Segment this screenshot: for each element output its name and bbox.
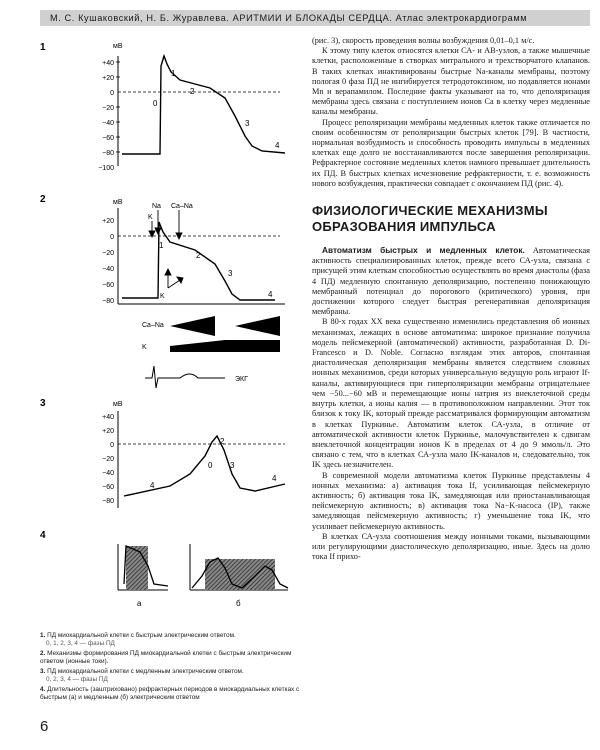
caption-1 (40, 632, 305, 648)
paragraph-7: В клетках СА-узла соотношения между ионными токами, вызывающими или регулирующими диастолическую деполяризацию, иные. Здесь на долю тока If прихо- (312, 531, 590, 562)
action-potential-slow (124, 436, 285, 496)
tick-1-2: 0 (110, 90, 114, 97)
tick-3-1: +20 (102, 428, 114, 435)
phase-label-2-1: 1 (159, 241, 164, 250)
page-number: 6 (40, 718, 49, 735)
tick-3-3: −20 (102, 456, 114, 463)
tick-1-6: −80 (102, 150, 114, 157)
unit-label-2: мВ (113, 199, 123, 206)
tick-2-5: −80 (102, 298, 114, 305)
caption-4-text: Длительность (заштриховано) рефрактерных периодов в миокардиальных клетках с быстрым (а) и медленным (б) электрическим ответом (40, 686, 300, 701)
fig-number-4: 4 (40, 530, 46, 541)
sub-label-b: б (236, 599, 241, 608)
caption-2-num: 2. (40, 650, 46, 657)
caption-4 (40, 686, 305, 702)
tick-3-2: 0 (110, 442, 114, 449)
tick-2-1: 0 (110, 234, 114, 241)
caption-3 (40, 668, 305, 684)
unit-label-1: мВ (113, 43, 123, 50)
phase-label-3-4a: 4 (150, 481, 155, 490)
caption-1-text: ПД миокардиальной клетки с быстрым электрическим ответом. (47, 632, 236, 639)
bar-cana-1 (170, 316, 215, 336)
caption-3-num: 3. (40, 668, 46, 675)
tick-2-2: −20 (102, 250, 114, 257)
right-column-text (312, 36, 590, 562)
figure-svg (40, 36, 302, 616)
figure-panel (40, 36, 302, 616)
tick-1-3: −20 (102, 105, 114, 112)
action-potential-currents (122, 222, 275, 300)
phase-label-3-2: 2 (220, 437, 225, 446)
paragraph-4 (312, 245, 590, 317)
phase-label-2-2: 2 (196, 251, 201, 260)
tick-1-5: −60 (102, 135, 114, 142)
panel-2 (102, 199, 285, 388)
phase-label-3-3: 3 (230, 461, 235, 470)
caption-1-sub: 0, 1, 2, 3, 4 — фазы ПД (46, 640, 115, 647)
paragraph-4-body: Автоматическая активность специализированных клеток, прежде всего СА-узла, связана с присущей этим клеткам способностью осуществлять во время диастолы (фаза 4 ПД) медленную спонтанную деполяризацию, постепенно понижающую мембранный потенциал до порогового (критического) уровня, при достижении которого следует быстрая регенеративная деполяризация мембраны. (312, 246, 590, 317)
phase-label-1-0: 0 (153, 99, 158, 108)
fig-number-1: 1 (40, 42, 46, 53)
tick-3-5: −60 (102, 484, 114, 491)
phase-label-2-3: 3 (228, 269, 233, 278)
phase-label-1-1: 1 (171, 69, 176, 78)
phase-label-2-4: 4 (268, 290, 273, 299)
fig-number-3: 3 (40, 398, 46, 409)
tick-2-0: +20 (102, 218, 114, 225)
sub-label-a: а (137, 599, 142, 608)
action-potential-fast (122, 56, 285, 154)
phase-label-3-4b: 4 (272, 474, 277, 483)
paragraph-1: (рис. 3), скорость проведения волны возбуждения 0,01–0,1 м/с. (312, 36, 535, 45)
tick-2-4: −60 (102, 282, 114, 289)
running-header: М. С. Кушаковский, Н. Б. Журавлева. АРИТМИИ И БЛОКАДЫ СЕРДЦА. Атлас электрокардиограмм (40, 10, 590, 26)
tick-1-7: −100 (98, 165, 114, 172)
tick-2-3: −40 (102, 266, 114, 273)
panel-4 (118, 544, 288, 608)
bar-label-cana: Ca–Na (142, 322, 164, 329)
refractory-fast (126, 546, 148, 590)
paragraph-2: К этому типу клеток относятся клетки СА- и АВ-узлов, а также мышечные клетки, расположенные в створках митрального и трехстворчатого клапанов. В таких клетках инактивированы быстрые Na-каналы мембраны, поэтому пологая 0 фаза ПД не ингибируется тетродотоксином, но подавляется ионами Mn и верапамилом. Последние факты указывают на то, что деполяризация мембраны здесь связана с поступлением ионов Ca в клетку через медленные каналы мембраны. (312, 46, 590, 117)
caption-2-text: Механизмы формирования ПД миокардиальной клетки с быстрым электрическим ответом (ионные токи). (40, 650, 292, 665)
ecg-label: ЭКГ (235, 376, 248, 383)
panel-1 (98, 43, 285, 172)
caption-4-num: 4. (40, 686, 46, 693)
na-label: Na (152, 203, 161, 210)
tick-3-6: −80 (102, 498, 114, 505)
paragraph-3: Процесс реполяризации мембраны медленных клеток также отличается по своим особенностям от реполяризации быстрых клеток [79]. В частности, нормальная возбудимость и способность проводить импульсы в медленных клетках еще долго не восстанавливаются после завершения реполяризации. Рефрактерное состояние медленных клеток намного превышает длительность их ПД. В быстрых клетках исчезновение рефрактерности, т. е. возможность нового возбуждения, практически совпадает с окончанием ПД (рис. 4). (312, 117, 590, 188)
tick-1-0: +40 (102, 60, 114, 67)
section-heading: ФИЗИОЛОГИЧЕСКИЕ МЕХАНИЗМЫ ОБРАЗОВАНИЯ ИМПУЛЬСА (312, 203, 548, 235)
unit-label-3: мВ (113, 401, 123, 408)
figure-captions (40, 632, 305, 704)
phase-label-1-4: 4 (275, 141, 280, 150)
tick-3-4: −40 (102, 470, 114, 477)
tick-1-1: +20 (102, 75, 114, 82)
refractory-slow (205, 559, 275, 590)
fig-number-2: 2 (40, 194, 46, 205)
panel-3 (102, 401, 285, 508)
paragraph-6: В современной модели автоматизма клеток Пуркинье представлены 4 ионных механизма: а) активация тока If, усиливающая пейсмекерную активность; б) активация тока IK, замедляющая или приостанавливающая пейсмекерную активность; в) активация тока Na−K-насоса (IP), также замедляющая пейсмекерную активность; г) уменьшение тока IK, что усиливает пейсмекерную активность. (312, 470, 590, 531)
tick-3-0: +40 (102, 414, 114, 421)
phase-label-1-3: 3 (245, 119, 250, 128)
caption-1-num: 1. (40, 632, 46, 639)
cana-label: Ca–Na (171, 203, 193, 210)
bar-label-k: K (142, 344, 147, 351)
phase-label-1-2: 2 (190, 87, 195, 96)
caption-3-sub: 0, 2, 3, 4 — фазы ПД (46, 676, 108, 683)
paragraph-4-lead: Автоматизм быстрых и медленных клеток. (322, 245, 525, 256)
bar-k-2 (225, 340, 280, 352)
bar-k-1 (170, 340, 225, 352)
paragraph-5: В 80-х годах XX века существенно изменились представления об ионных механизмах, лежащих в основе автоматизма: широкое признание получила модель пейсмекерной (автоматической) активности, разработанная D. Di-Francesco и D. Noble. Согласно взглядам этих авторов, спонтанная диастолическая деполяризация мембраны является следствием сложных ионных механизмов, среди которых универсальную ведущую роль играют If-каналы, активирующиеся при гиперполяризации мембраны отрицательнее чем −50...−60 мВ и перемещающие ионы натрия из внеклеточной среды внутрь клетки, а ионы калия — в противоположном направлении. Этот ток близок к току IK, который прежде рассматривался формирующим автоматизм в клетках Пуркинье. Автоматизм клеток СА-узла, в отличие от автоматической активности клеток Пуркинье, малочувствителен к сдвигам внеклеточной концентрации ионов K в пределах от 4 до 9 ммоль/л. Это связано с тем, что в клетках СА-узла мало IK-каналов и, следовательно, ток IK здесь незначителен. (312, 317, 590, 470)
phase-label-3-0: 0 (208, 461, 213, 470)
caption-3-text: ПД миокардиальной клетки с медленным электрическим ответом. (47, 668, 244, 675)
tick-1-4: −40 (102, 120, 114, 127)
caption-2 (40, 650, 305, 666)
bar-cana-2 (235, 316, 280, 336)
ecg-trace (145, 366, 225, 388)
k-label-bottom: K (160, 293, 165, 300)
k-label-top: K (148, 214, 153, 221)
